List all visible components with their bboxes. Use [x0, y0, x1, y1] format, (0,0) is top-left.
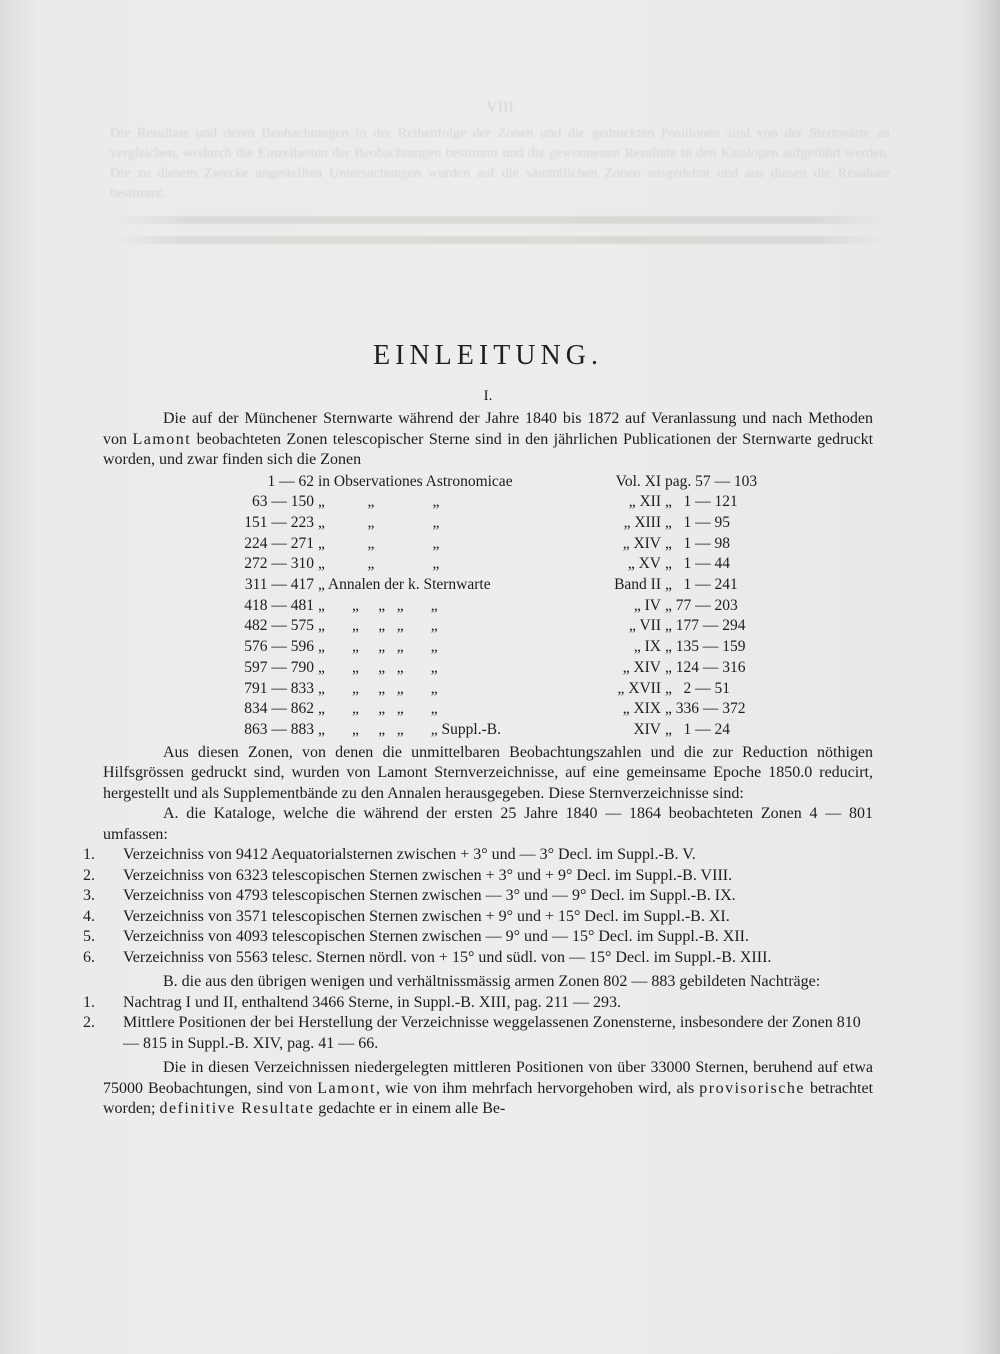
zone-source: in Observationes Astronomicae: [318, 472, 513, 490]
list-item: [83, 1013, 873, 1054]
author-name: Lamont: [317, 1079, 376, 1097]
zone-pages: „ 1 — 44: [665, 555, 731, 573]
zone-row: [103, 472, 757, 493]
zone-source: „ „ „: [318, 493, 440, 511]
zone-range: 1 — 62: [267, 472, 314, 490]
closing-text-c: betrachtet worden;: [103, 1079, 874, 1118]
list-item-number: 1.: [83, 993, 95, 1011]
zone-source: „ „ „: [318, 555, 440, 573]
zone-range: 63 — 150: [252, 493, 314, 511]
emphasis-provisorische: provisorische: [699, 1079, 805, 1097]
catalogue-list-a: [83, 845, 873, 968]
zone-volume: „ IX: [633, 638, 661, 656]
zone-volume: „ XV: [627, 555, 661, 573]
intro-text: Die auf der Münchener Sternwarte während der Jahre 1840 bis 1872 auf Veranlassung und nach Methoden von: [103, 410, 873, 448]
zone-volume: Vol. XI: [615, 472, 661, 490]
zone-source: „ „ „: [318, 534, 440, 552]
zone-row: [103, 513, 757, 534]
zone-source: „ „ „ „ „: [318, 596, 438, 614]
zone-row: [103, 637, 757, 658]
zone-row: [103, 492, 757, 513]
list-item-text: Verzeichniss von 6323 telescopischen Sternen zwischen + 3° und + 9° Decl. im Suppl.-B. VIII.: [123, 866, 733, 884]
paragraph-part-b: B. die aus den übrigen wenigen und verhältnissmässig armen Zonen 802 — 883 gebildeten Nachträge:: [163, 973, 821, 991]
zone-pages: pag. 57 — 103: [665, 472, 758, 490]
zone-range: 834 — 862: [244, 700, 314, 718]
list-item: [83, 927, 873, 948]
zone-source: „ „ „ „ „ Suppl.-B.: [318, 720, 501, 738]
zone-pages: „ 1 — 24: [665, 720, 731, 738]
author-name: Lamont: [132, 430, 192, 448]
list-item-number: 2.: [83, 866, 95, 884]
zone-pages: „ 1 — 121: [665, 493, 738, 511]
zone-row: [103, 596, 757, 617]
zone-source: „ „ „ „ „: [318, 638, 438, 656]
zone-pages: „ 1 — 98: [665, 534, 731, 552]
zone-source: „ „ „: [318, 513, 440, 531]
zone-range: 224 — 271: [244, 534, 314, 552]
zone-row: [103, 616, 757, 637]
closing-paragraph: [103, 1058, 873, 1120]
list-item-text: Verzeichniss von 4093 telescopischen Sternen zwischen — 9° und — 15° Decl. im Suppl.-B. XII.: [123, 928, 750, 946]
zone-range: 863 — 883: [244, 720, 314, 738]
list-item-number: 5.: [83, 928, 95, 946]
bleed-rule: [110, 216, 890, 224]
zone-volume: „ XIV: [622, 658, 661, 676]
zone-pages: „ 2 — 51: [665, 679, 731, 697]
zone-volume: „ VII: [629, 617, 661, 635]
zone-row: [103, 554, 757, 575]
bleed-rule: [110, 236, 890, 244]
chapter-title: EINLEITUNG.: [373, 340, 603, 371]
zone-volume: „ XIX: [622, 700, 661, 718]
list-item-text: Verzeichniss von 5563 telesc. Sternen nördl. von + 15° und südl. von — 15° Decl. im Suppl.-B. XIII.: [123, 948, 772, 966]
list-item: [83, 845, 873, 866]
zone-volume: Band II: [614, 576, 661, 594]
zone-range: 597 — 790: [244, 658, 314, 676]
bleed-paragraph: Die Resultate und deren Beobachtungen in der Reihenfolge der Zonen und die gedruckten Positionen sind von der Sternwarte zu vergleichen, wodurch die Einzelheiten der Beobachtungen bestimmt und die gewonnenen Resultate in den Katalogen aufgeführt werden. Die zu diesem Zwecke angestellten Untersuchungen wurden auf die sämmtlichen Zonen ausgedehnt und aus diesen die Resultate bestimmt.: [110, 126, 890, 201]
zone-row: [103, 679, 757, 700]
intro-text-rest: beobachteten Zonen telescopischer Sterne sind in den jährlichen Publicationen der Sternwarte gedruckt worden, und zwar finden sich die Zonen: [103, 430, 874, 468]
list-item-text: Nachtrag I und II, enthaltend 3466 Sterne, in Suppl.-B. XIII, pag. 211 — 293.: [123, 993, 621, 1011]
zone-row: [103, 534, 757, 555]
list-item-text: Verzeichniss von 3571 telescopischen Sternen zwischen + 9° und + 15° Decl. im Suppl.-B. XI.: [123, 907, 730, 925]
list-item-number: 3.: [83, 887, 95, 905]
zone-source: „ „ „ „ „: [318, 617, 438, 635]
zone-volume: „ XIV: [622, 534, 661, 552]
emphasis-definitive: definitive Resultate: [159, 1100, 315, 1118]
section-number: I.: [483, 388, 493, 404]
zone-pages: „ 336 — 372: [665, 700, 746, 718]
zone-volume: „ XII: [628, 493, 661, 511]
zones-table: [103, 472, 757, 741]
zone-pages: „ 1 — 95: [665, 513, 731, 531]
zone-range: 311 — 417: [244, 576, 314, 594]
zone-pages: „ 1 — 241: [665, 576, 738, 594]
zone-volume: „ IV: [633, 596, 661, 614]
bleed-through-text: [110, 98, 890, 256]
zone-range: 482 — 575: [244, 617, 314, 635]
zone-pages: „ 177 — 294: [665, 617, 746, 635]
zone-row: [103, 720, 757, 741]
zone-source: „ „ „ „ „: [318, 679, 438, 697]
intro-paragraph: [103, 409, 873, 471]
closing-text-d: gedachte er in einem alle Be-: [318, 1100, 506, 1118]
catalogue-list-b: [83, 993, 873, 1055]
zone-row: [103, 575, 757, 596]
closing-text-a: Die in diesen Verzeichnissen niedergelegten mittleren Positionen von über 33000 Sternen, beruhend auf etwa 75000 Beobachtungen, sind von: [103, 1059, 873, 1097]
zone-range: 418 — 481: [244, 596, 314, 614]
zone-source: „ „ „ „ „: [318, 658, 438, 676]
list-item: [83, 993, 873, 1014]
page-edge-shadow: [974, 0, 1000, 1354]
zone-range: 791 — 833: [244, 679, 314, 697]
list-item-text: Verzeichniss von 4793 telescopischen Sternen zwischen — 3° und — 9° Decl. im Suppl.-B. IX.: [123, 887, 736, 905]
list-item: [83, 886, 873, 907]
page-content: [83, 340, 874, 1120]
zone-range: 576 — 596: [244, 638, 314, 656]
zone-source: „ „ „ „ „: [318, 700, 438, 718]
list-item: [83, 948, 873, 969]
list-item-text: Mittlere Positionen der bei Herstellung der Verzeichnisse weggelassenen Zonensterne, insbesondere der Zonen 810 — 815 in Suppl.-B. XIV, pag. 41 — 66.: [123, 1014, 861, 1052]
paragraph-catalogues: Aus diesen Zonen, von denen die unmittelbaren Beobachtungszahlen und die zur Reduction nöthigen Hilfsgrössen gedruckt sind, wurden von Lamont Sternverzeichnisse, auf eine gemeinsame Epoche 1850.0 reducirt, hergestellt und als Supplementbände zu den Annalen herausgegeben. Diese Sternverzeichnisse sind:: [103, 743, 873, 802]
paragraph-part-a: A. die Kataloge, welche die während der ersten 25 Jahre 1840 — 1864 beobachteten Zonen 4 — 801 umfassen:: [103, 805, 873, 843]
zone-pages: „ 124 — 316: [665, 658, 746, 676]
zone-volume: „ XIII: [623, 513, 661, 531]
zone-pages: „ 77 — 203: [665, 596, 738, 614]
zone-volume: „ XVII: [617, 679, 661, 697]
list-item-number: 6.: [83, 948, 95, 966]
bleed-page-number: VIII: [486, 99, 514, 116]
zone-pages: „ 135 — 159: [665, 638, 746, 656]
list-item-text: Verzeichniss von 9412 Aequatorialsternen zwischen + 3° und — 3° Decl. im Suppl.-B. V.: [123, 846, 696, 864]
list-item-number: 4.: [83, 907, 95, 925]
zone-volume: XIV: [633, 720, 661, 738]
list-item: [83, 866, 873, 887]
list-item-number: 1.: [83, 846, 95, 864]
zone-source: „ Annalen der k. Sternwarte: [318, 576, 491, 594]
zone-range: 151 — 223: [244, 513, 314, 531]
zone-range: 272 — 310: [244, 555, 314, 573]
zone-row: [103, 658, 757, 679]
zone-row: [103, 699, 757, 720]
list-item: [83, 907, 873, 928]
closing-text-b: , wie von ihm mehrfach hervorgehoben wird, als: [376, 1079, 695, 1097]
list-item-number: 2.: [83, 1014, 95, 1032]
